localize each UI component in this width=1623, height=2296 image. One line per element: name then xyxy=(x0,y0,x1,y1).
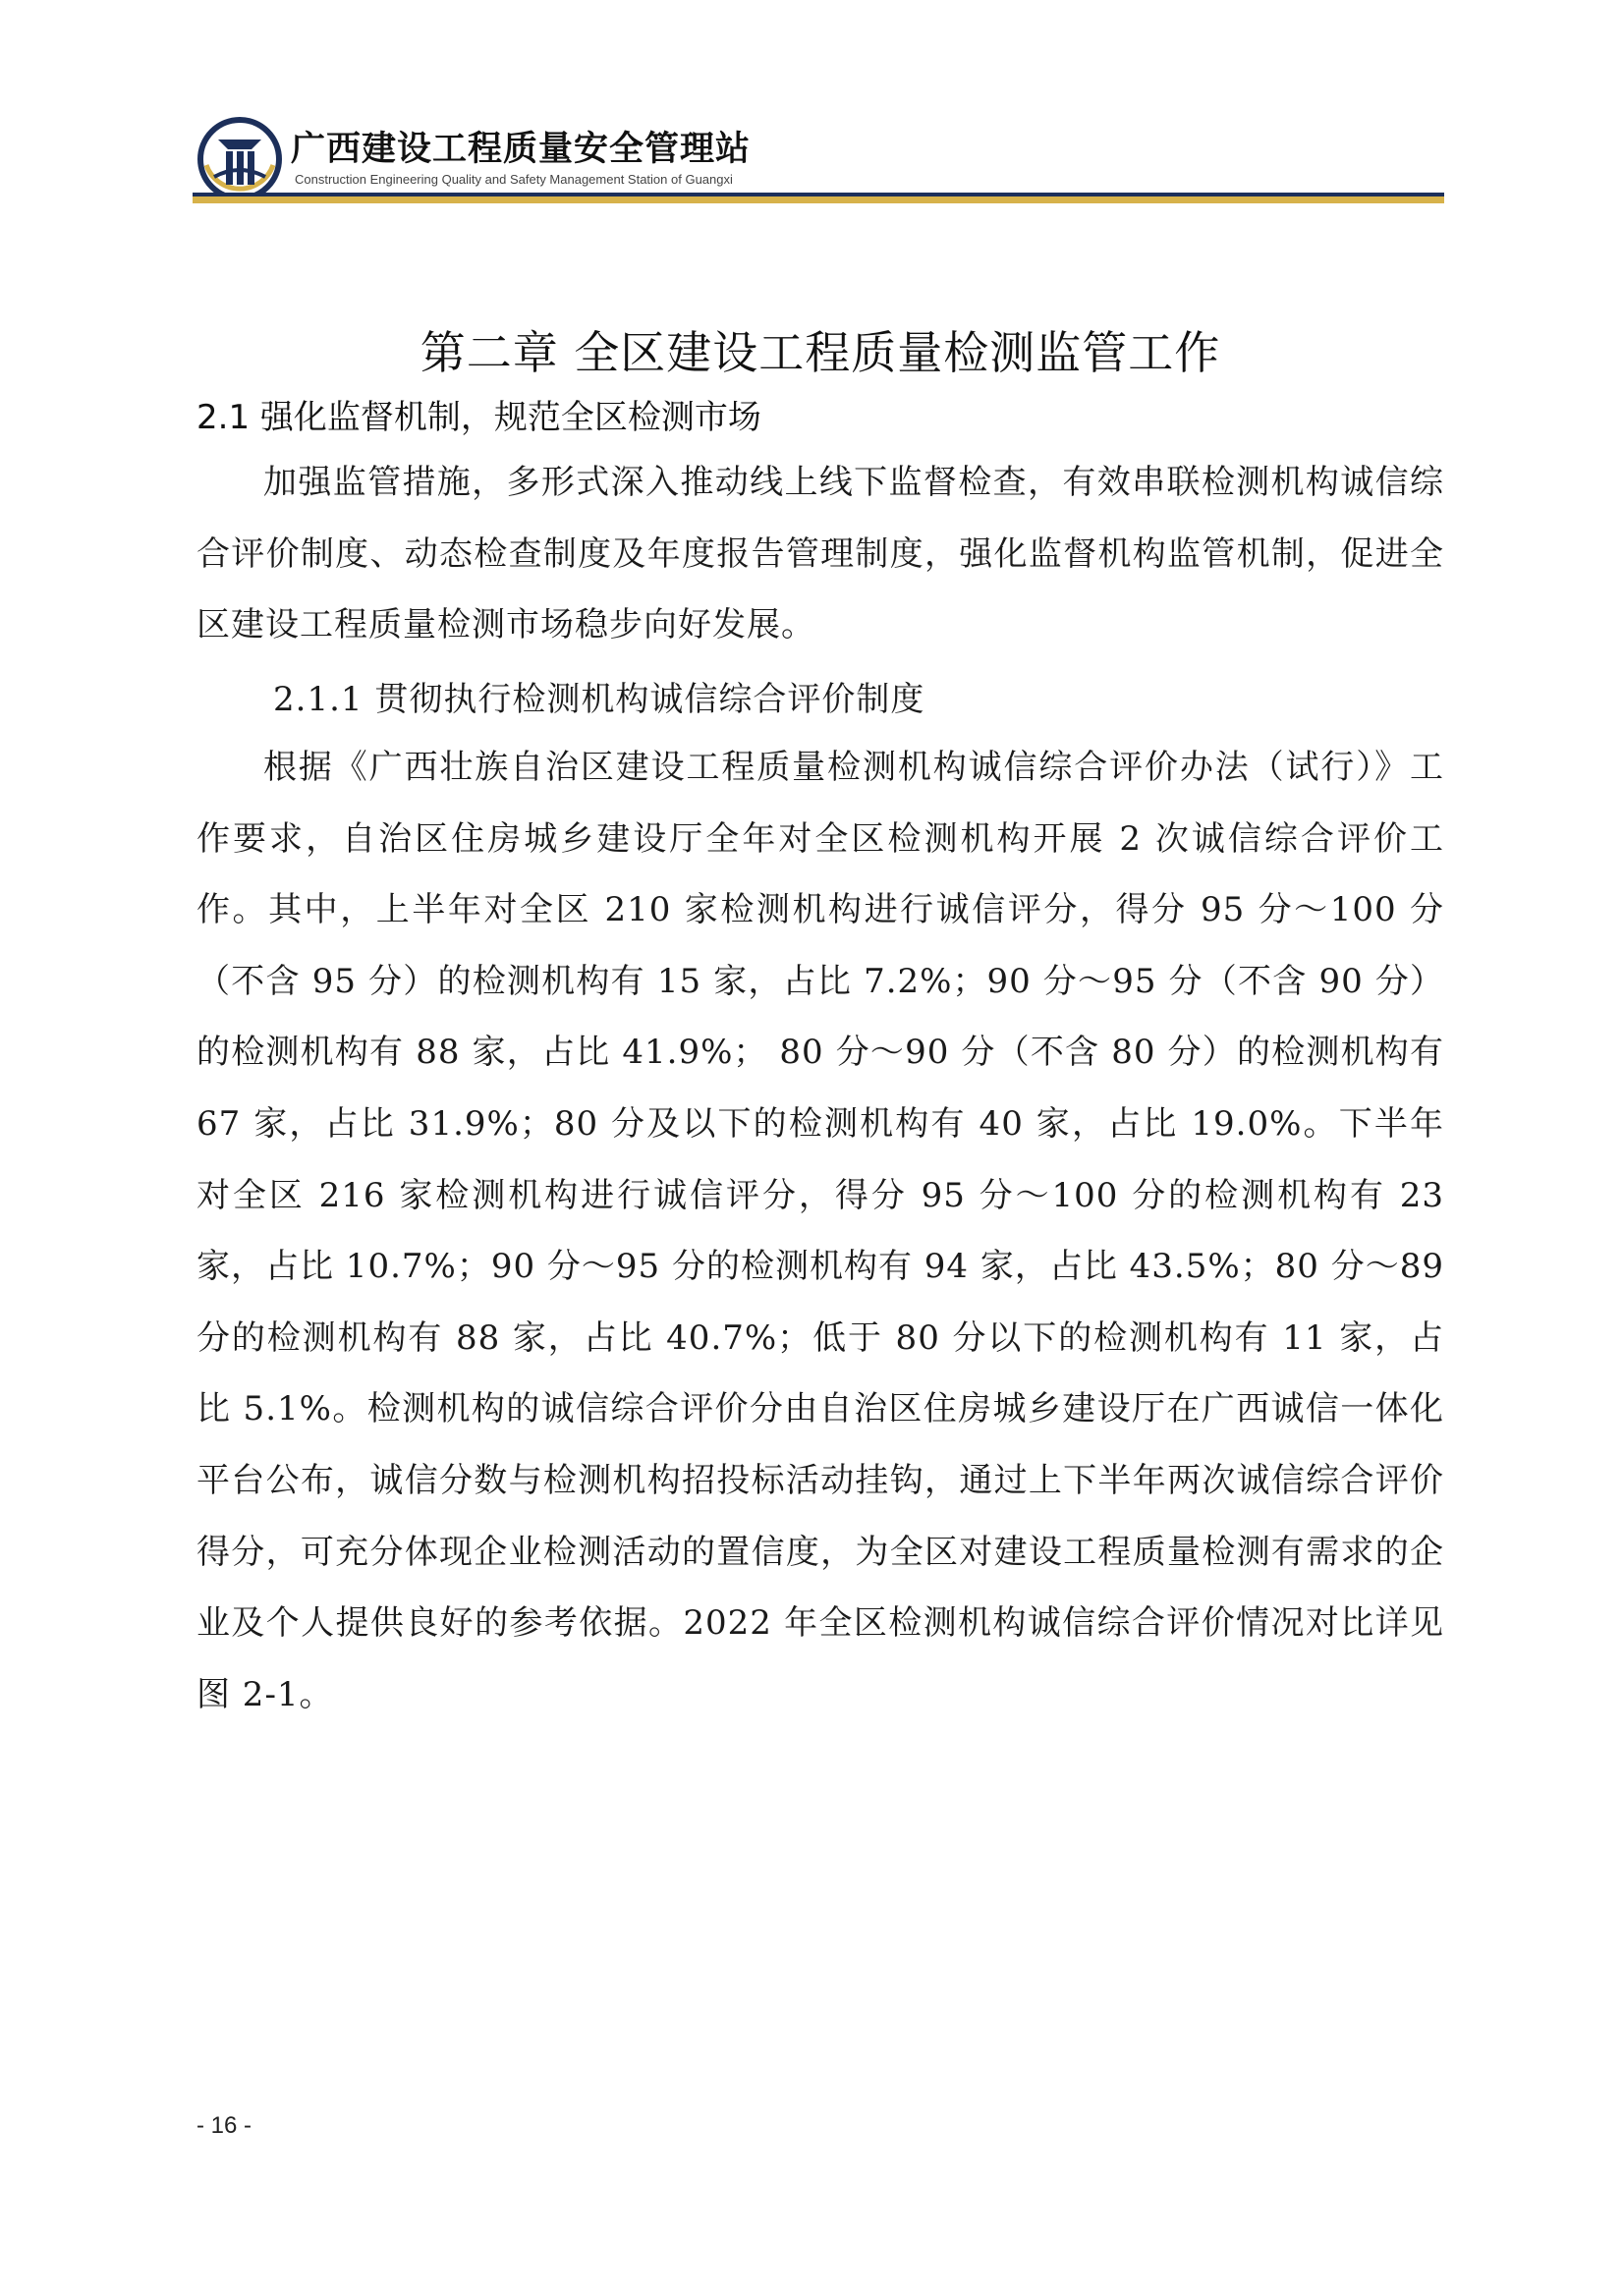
subsection-title: 2.1.1 贯彻执行检测机构诚信综合评价制度 xyxy=(273,680,925,719)
guangxi-construction-station-logo-icon xyxy=(196,116,283,202)
header-rule-gold xyxy=(193,196,1444,203)
chapter-title: 第二章 全区建设工程质量检测监管工作 xyxy=(420,325,1221,379)
page-number: - 16 - xyxy=(196,2112,252,2139)
org-name-cn: 广西建设工程质量安全管理站 xyxy=(291,130,752,169)
section-paragraph: 加强监管措施，多形式深入推动线上线下监督检查，有效串联检测机构诚信综合评价制度、动态检查制度及年度报告管理制度，强化监督机构监管机制，促进全区建设工程质量检测市场稳步向好发展。 xyxy=(196,463,1444,645)
org-name-en: Construction Engineering Quality and Safety Management Station of Guangxi xyxy=(295,172,733,187)
section-title: 2.1 强化监督机制，规范全区检测市场 xyxy=(196,398,761,437)
subsection-paragraph: 根据《广西壮族自治区建设工程质量检测机构诚信综合评价办法（试行）》工作要求，自治区住房城乡建设厅全年对全区检测机构开展 2 次诚信综合评价工作。其中，上半年对全区 210 家检测机构进行诚信评分，得分 95 分～100 分（不含 95 分）的检测机构有 15 家，占比 7.2%；90 分～95 分（不含 90 分）的检测机构有 88 家，占比 41.9%； 80 分～90 分（不含 80 分）的检测机构有 67 家，占比 31.9%；80 分及以下的检测机构有 40 家，占比 19.0%。下半年对全区 216 家检测机构进行诚信评分，得分 95 分～100 分的检测机构有 23 家，占比 10.7%；90 分～95 分的检测机构有 94 家，占比 43.5%；80 分～89 分的检测机构有 88 家，占比 40.7%；低于 80 分以下的检测机构有 11 家，占比 5.1%。检测机构的诚信综合评价分由自治区住房城乡建设厅在广西诚信一体化平台公布，诚信分数与检测机构招投标活动挂钩，通过上下半年两次诚信综合评价得分，可充分体现企业检测活动的置信度，为全区对建设工程质量检测有需求的企业及个人提供良好的参考依据。2022 年全区检测机构诚信综合评价情况对比详见图 2-1。 xyxy=(196,748,1444,1714)
